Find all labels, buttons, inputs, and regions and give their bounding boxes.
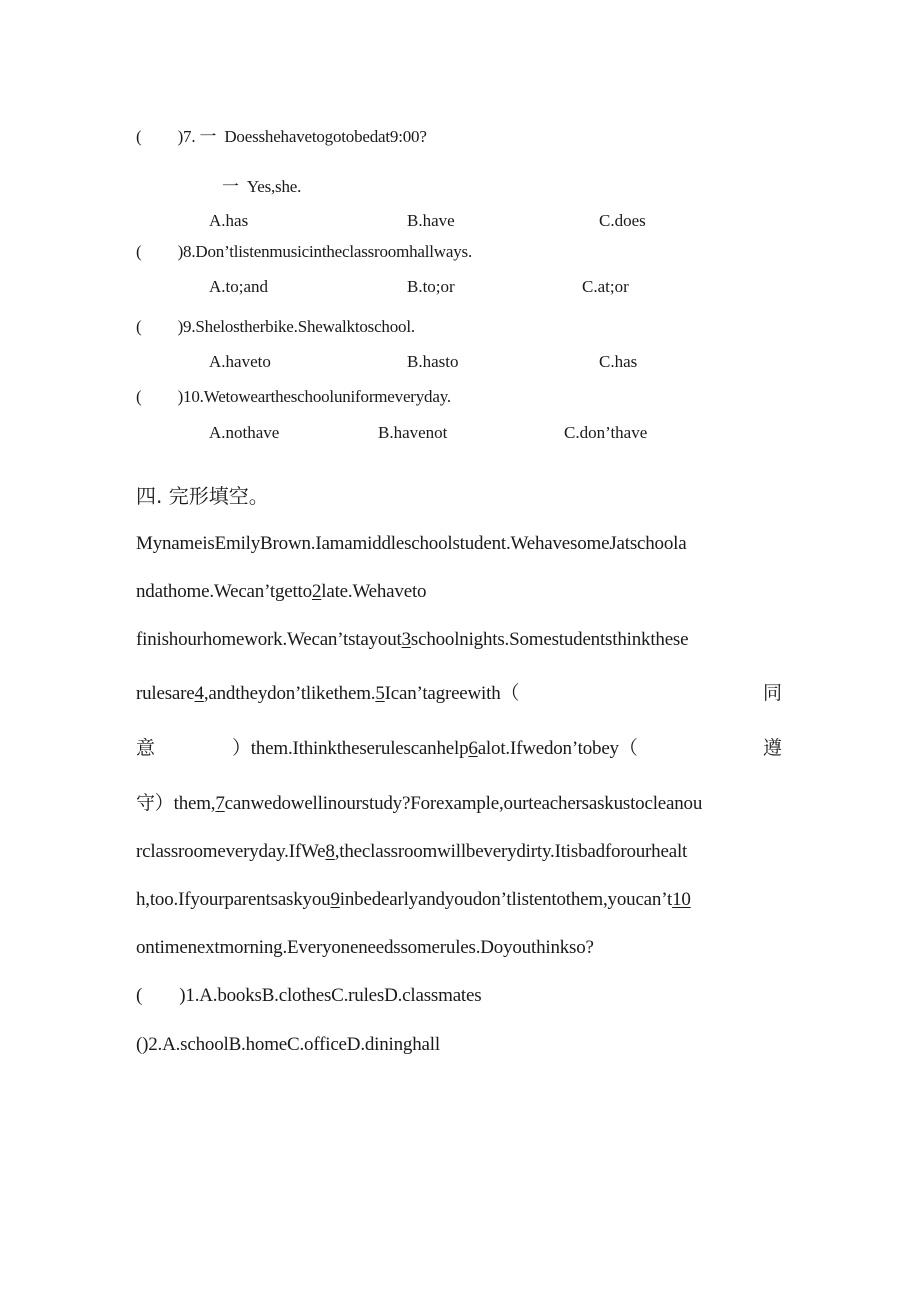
passage-text: rulesare (136, 683, 195, 704)
q7-answer-dash: 一 (222, 177, 239, 197)
passage-text: ）them.Ithinktheserulescanhelp (232, 738, 469, 759)
passage-line-6 (136, 788, 702, 815)
passage-text: ,theclassroomwillbeverydirty.Itisbadforourhealt (334, 841, 688, 862)
passage-cn-char: 意 (136, 737, 155, 759)
blank-number: 3 (401, 629, 411, 650)
q8-option-a: A.to;and (209, 277, 269, 296)
passage-line-2 (136, 581, 426, 603)
cloze-question-2: ()2.A.schoolB.homeC.officeD.dininghall (136, 1034, 440, 1055)
passage-text: ndathome.Wecan’tgetto (136, 581, 312, 602)
q10-option-a: A.nothave (209, 423, 280, 442)
passage-text: them, (173, 793, 216, 814)
q7-answer-row (222, 172, 301, 197)
q9-paren-open: ( (136, 317, 142, 336)
passage-line-5 (232, 733, 638, 760)
blank-number: 9 (330, 889, 340, 910)
q9-option-b: B.hasto (407, 352, 459, 371)
passage-text: finishourhomework.Wecan’tstayout (136, 629, 402, 650)
q8-option-c: C.at;or (582, 277, 629, 296)
q7-question: Doesshehavetogotobedat9:00? (224, 127, 427, 146)
passage-line-3 (136, 629, 688, 651)
passage-text: inbedearlyandyoudon’tlistentothem,youcan’t (339, 889, 673, 910)
passage-text: Ican’tagreewith（ (384, 683, 520, 704)
blank-number: 4 (194, 683, 204, 704)
passage-text: canwedowellinourstudy?Forexample,ourteachersaskustocleanou (224, 793, 703, 814)
q9-row (136, 317, 415, 337)
passage-line-1: MynameisEmilyBrown.Iamamiddleschoolstudent.WehavesomeJatschoola (136, 533, 687, 554)
passage-text: schoolnights.Somestudentsthinkthese (410, 629, 689, 650)
q7-option-c: C.does (599, 211, 646, 230)
q7-option-a: A.has (209, 211, 249, 230)
cloze-question-1 (136, 985, 481, 1007)
q8-paren-open: ( (136, 242, 142, 261)
passage-text: alot.Ifwedon’tobey（ (477, 738, 638, 759)
passage-text: ,andtheydon’tlikethem. (203, 683, 376, 704)
q8-question: )8.Don’tlistenmusicintheclassroomhallways. (177, 242, 472, 261)
q7-dash: 一 (199, 127, 217, 147)
passage-text: late.Wehaveto (321, 581, 427, 602)
q10-option-b: B.havenot (378, 423, 448, 442)
blank-number: 8 (325, 841, 335, 862)
q9-option-c: C.has (599, 352, 638, 371)
q8-option-b: B.to;or (407, 277, 455, 296)
q7-answer: Yes,she. (246, 177, 302, 196)
passage-line-9: ontimenextmorning.Everyoneneedssomerules.Doyouthinkso? (136, 937, 594, 958)
q7-paren-open: ( (136, 127, 142, 146)
q1-paren-open: ( (136, 985, 143, 1006)
q10-row (136, 387, 451, 407)
passage-line-4 (136, 678, 519, 705)
passage-line-8 (136, 889, 691, 911)
q10-option-c: C.don’thave (564, 423, 648, 442)
q1-text: )1.A.booksB.clothesC.rulesD.classmates (179, 985, 482, 1006)
passage-cn-char: 遵 (763, 737, 782, 759)
q7-row (136, 122, 427, 147)
blank-number: 10 (672, 889, 691, 910)
blank-number: 7 (215, 793, 225, 814)
q10-question: )10.Wetoweartheschooluniformeveryday. (177, 387, 451, 406)
q7-option-b: B.have (407, 211, 455, 230)
q10-paren-open: ( (136, 387, 142, 406)
q9-option-a: A.haveto (209, 352, 271, 371)
section-heading: 四. 完形填空。 (136, 484, 269, 508)
blank-number: 6 (468, 738, 478, 759)
q7-number: )7. (177, 127, 196, 146)
passage-text: rclassroomeveryday.IfWe (136, 841, 326, 862)
blank-number: 2 (311, 581, 322, 602)
passage-cn-char: 守） (136, 792, 174, 814)
blank-number: 5 (375, 683, 385, 704)
passage-text: h,too.Ifyourparentsaskyou (136, 889, 331, 910)
passage-line-7 (136, 841, 687, 863)
passage-cn-char: 同 (763, 682, 782, 704)
q8-row (136, 242, 472, 262)
q9-question: )9.Shelostherbike.Shewalktoschool. (177, 317, 415, 336)
